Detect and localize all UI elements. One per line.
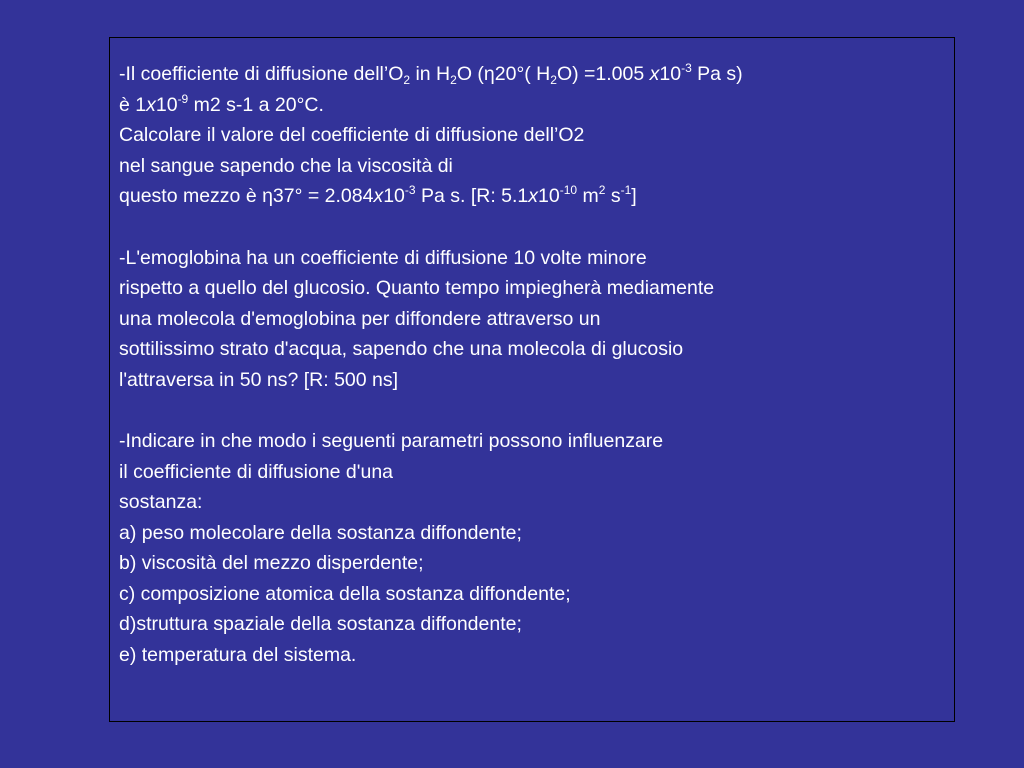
problem1-line4: nel sangue sapendo che la viscosità di bbox=[119, 154, 453, 177]
paragraph-gap bbox=[119, 395, 949, 426]
problem2-line5: l'attraversa in 50 ns? [R: 500 ns] bbox=[119, 368, 399, 391]
problem1-line3: Calcolare il valore del coefficiente di diffusione dell’O2 bbox=[119, 124, 585, 146]
subscript: 2 bbox=[550, 73, 557, 87]
paragraph-gap bbox=[119, 212, 949, 243]
text-run: Pa s) bbox=[691, 63, 743, 85]
problem3-item-c: c) composizione atomica della sostanza diffondente; bbox=[119, 582, 571, 605]
text-run: O (η20°( H bbox=[456, 63, 551, 85]
problem3-line2: il coefficiente di diffusione d'una bbox=[119, 460, 394, 483]
text-run: 10 bbox=[659, 63, 682, 85]
problem2-line3: una molecola d'emoglobina per diffondere attraverso un bbox=[119, 307, 601, 330]
text-run: 10 bbox=[538, 185, 560, 207]
problem1-line1 bbox=[119, 59, 949, 90]
multiply-symbol: x bbox=[373, 185, 384, 207]
multiply-symbol: x bbox=[146, 93, 156, 116]
text-run: questo mezzo è η37° = 2.084 bbox=[119, 185, 374, 207]
superscript: -9 bbox=[177, 91, 189, 106]
problem3-item-a: a) peso molecolare della sostanza diffondente; bbox=[119, 521, 522, 544]
text-run: ] bbox=[631, 185, 637, 207]
problem3-item-b: b) viscosità del mezzo disperdente; bbox=[119, 552, 424, 574]
problem2-line1: -L'emoglobina ha un coefficiente di diffusione 10 volte minore bbox=[119, 246, 647, 269]
superscript: -3 bbox=[404, 183, 416, 197]
problem3-line3: sostanza: bbox=[119, 491, 203, 513]
text-run: -Il coefficiente di diffusione dell’O bbox=[119, 63, 404, 85]
text-run: O) =1.005 bbox=[556, 63, 650, 85]
problem1-line5 bbox=[119, 181, 949, 212]
text-run: m2 s-1 a 20°C. bbox=[188, 93, 324, 116]
text-run: m bbox=[577, 185, 599, 207]
slide-text-body bbox=[119, 59, 949, 670]
superscript: -10 bbox=[559, 183, 578, 197]
problem3-line1: -Indicare in che modo i seguenti parametri possono influenzare bbox=[119, 430, 664, 452]
problem3-item-e: e) temperatura del sistema. bbox=[119, 643, 357, 666]
superscript: -3 bbox=[681, 61, 692, 75]
text-run: è 1 bbox=[119, 93, 147, 116]
multiply-symbol: x bbox=[649, 63, 660, 85]
text-run: in H bbox=[410, 63, 451, 85]
text-run: 10 bbox=[155, 93, 178, 116]
problem1-line2 bbox=[119, 90, 949, 121]
subscript: 2 bbox=[450, 73, 457, 87]
problem3-item-d: d)struttura spaziale della sostanza diffondente; bbox=[119, 613, 522, 635]
problem2-line2: rispetto a quello del glucosio. Quanto tempo impiegherà mediamente bbox=[119, 277, 715, 299]
multiply-symbol: x bbox=[528, 185, 539, 207]
superscript: 2 bbox=[598, 183, 606, 197]
subscript: 2 bbox=[403, 73, 411, 87]
text-run: Pa s. [R: 5.1 bbox=[415, 185, 529, 207]
text-run: s bbox=[605, 185, 621, 207]
problem2-line4: sottilissimo strato d'acqua, sapendo che una molecola di glucosio bbox=[119, 338, 684, 360]
text-run: 10 bbox=[383, 185, 405, 207]
superscript: -1 bbox=[620, 183, 632, 197]
